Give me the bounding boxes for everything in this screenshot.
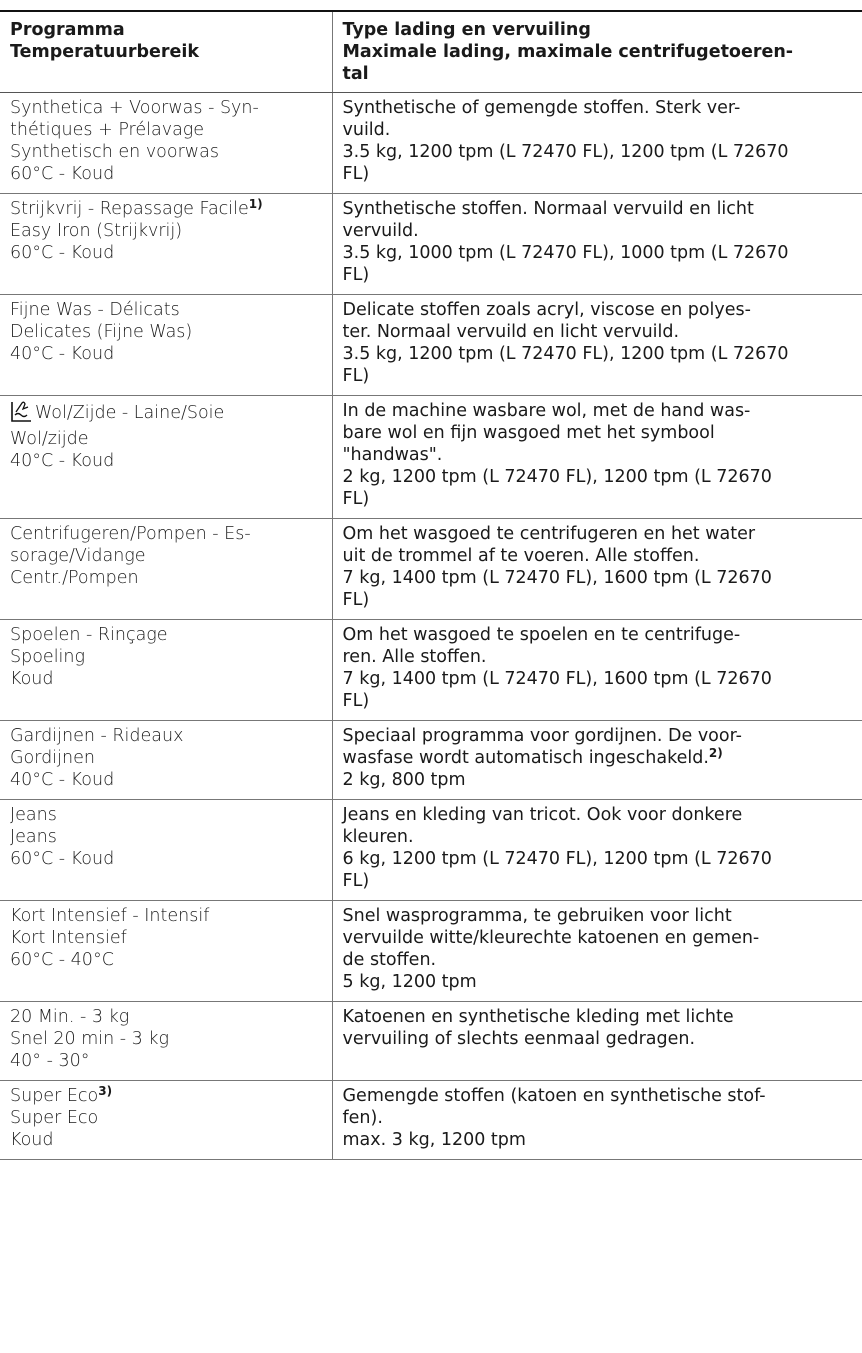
table-row bbox=[0, 721, 862, 800]
program-line: 60°C - 40°C bbox=[10, 950, 114, 970]
program-cell bbox=[0, 721, 332, 800]
load-line: vervuilde witte/kleurechte katoenen en gemen- bbox=[342, 928, 760, 948]
program-line: Snel 20 min - 3 kg bbox=[10, 1029, 169, 1049]
program-line: 40°C - Koud bbox=[10, 344, 115, 364]
program-line: Wol/zijde bbox=[10, 429, 89, 449]
load-line: FL) bbox=[342, 691, 370, 711]
table-row bbox=[0, 620, 862, 721]
load-line: 3.5 kg, 1200 tpm (L 72470 FL), 1200 tpm (L 72670 bbox=[342, 142, 789, 162]
program-line: Jeans bbox=[10, 827, 57, 847]
load-line: "handwas". bbox=[342, 445, 443, 465]
header-line: Programma bbox=[10, 20, 125, 40]
load-line: Speciaal programma voor gordijnen. De voor- bbox=[342, 726, 742, 746]
load-line: Katoenen en synthetische kleding met lichte bbox=[342, 1007, 734, 1027]
program-cell bbox=[0, 194, 332, 295]
load-cell bbox=[332, 519, 862, 620]
header-line: Type lading en vervuiling bbox=[342, 20, 591, 40]
program-cell bbox=[0, 93, 332, 194]
program-line bbox=[10, 400, 322, 428]
program-cell bbox=[0, 1081, 332, 1160]
load-line: Synthetische of gemengde stoffen. Sterk ver- bbox=[342, 98, 741, 118]
load-line: 3.5 kg, 1000 tpm (L 72470 FL), 1000 tpm (L 72670 bbox=[342, 243, 789, 263]
load-line: 2 kg, 1200 tpm (L 72470 FL), 1200 tpm (L 72670 bbox=[342, 467, 772, 487]
program-line: 60°C - Koud bbox=[10, 849, 115, 869]
program-name: Strijkvrij - Repassage Facile bbox=[10, 199, 249, 219]
program-name: Super Eco bbox=[10, 1086, 99, 1106]
load-line: In de machine wasbare wol, met de hand was- bbox=[342, 401, 751, 421]
load-cell bbox=[332, 620, 862, 721]
table-row bbox=[0, 396, 862, 519]
load-line: FL) bbox=[342, 871, 370, 891]
program-line: 60°C - Koud bbox=[10, 243, 115, 263]
table-header-row bbox=[0, 11, 862, 93]
program-line: thétiques + Prélavage bbox=[10, 120, 205, 140]
load-cell bbox=[332, 93, 862, 194]
program-cell bbox=[0, 901, 332, 1002]
program-line bbox=[10, 198, 322, 220]
table-row bbox=[0, 194, 862, 295]
load-cell bbox=[332, 396, 862, 519]
load-line: FL) bbox=[342, 164, 370, 184]
program-cell bbox=[0, 800, 332, 901]
load-line: max. 3 kg, 1200 tpm bbox=[342, 1130, 526, 1150]
program-line bbox=[10, 1085, 322, 1107]
program-line: Gordijnen bbox=[10, 748, 95, 768]
program-line: Spoeling bbox=[10, 647, 86, 667]
load-line: de stoffen. bbox=[342, 950, 437, 970]
load-text: wasfase wordt automatisch ingeschakeld. bbox=[342, 748, 709, 768]
program-line: Delicates (Fijne Was) bbox=[10, 322, 193, 342]
program-cell bbox=[0, 620, 332, 721]
program-line: Super Eco bbox=[10, 1108, 99, 1128]
program-line: 60°C - Koud bbox=[10, 164, 115, 184]
footnote-marker: 2) bbox=[708, 746, 723, 760]
program-cell bbox=[0, 295, 332, 396]
load-line: FL) bbox=[342, 489, 370, 509]
load-cell bbox=[332, 1081, 862, 1160]
load-line: Jeans en kleding van tricot. Ook voor donkere bbox=[342, 805, 743, 825]
program-line: Fijne Was - Délicats bbox=[10, 300, 180, 320]
load-line: 7 kg, 1400 tpm (L 72470 FL), 1600 tpm (L 72670 bbox=[342, 669, 772, 689]
header-line: tal bbox=[342, 64, 369, 84]
program-line: 40°C - Koud bbox=[10, 770, 115, 790]
program-cell bbox=[0, 519, 332, 620]
program-line: Gardijnen - Rideaux bbox=[10, 726, 184, 746]
program-line: Kort Intensief - Intensif bbox=[10, 906, 210, 926]
load-line: Snel wasprogramma, te gebruiken voor licht bbox=[342, 906, 732, 926]
program-cell bbox=[0, 396, 332, 519]
load-line: vuild. bbox=[342, 120, 391, 140]
load-cell bbox=[332, 1002, 862, 1081]
header-load bbox=[332, 11, 862, 93]
load-line: fen). bbox=[342, 1108, 383, 1128]
program-line: 20 Min. - 3 kg bbox=[10, 1007, 130, 1027]
load-line: 5 kg, 1200 tpm bbox=[342, 972, 477, 992]
table-row bbox=[0, 295, 862, 396]
load-line: Synthetische stoffen. Normaal vervuild en licht bbox=[342, 199, 754, 219]
program-name: Wol/Zijde - Laine/Soie bbox=[35, 403, 225, 423]
load-line: 2 kg, 800 tpm bbox=[342, 770, 466, 790]
load-line: Om het wasgoed te spoelen en te centrifuge- bbox=[342, 625, 741, 645]
header-line: Maximale lading, maximale centrifugetoeren- bbox=[342, 42, 794, 62]
load-line: 6 kg, 1200 tpm (L 72470 FL), 1200 tpm (L 72670 bbox=[342, 849, 772, 869]
load-cell bbox=[332, 721, 862, 800]
header-program bbox=[0, 11, 332, 93]
program-line: Koud bbox=[10, 1130, 54, 1150]
load-line: FL) bbox=[342, 366, 370, 386]
load-line: vervuild. bbox=[342, 221, 419, 241]
load-line bbox=[343, 747, 853, 769]
load-line: Delicate stoffen zoals acryl, viscose en polyes- bbox=[342, 300, 751, 320]
header-line: Temperatuurbereik bbox=[10, 42, 199, 62]
footnote-marker: 1) bbox=[248, 197, 263, 211]
program-table bbox=[0, 10, 862, 1160]
program-line: Synthetisch en voorwas bbox=[10, 142, 219, 162]
load-line: vervuiling of slechts eenmaal gedragen. bbox=[342, 1029, 696, 1049]
load-line: 3.5 kg, 1200 tpm (L 72470 FL), 1200 tpm (L 72670 bbox=[342, 344, 789, 364]
program-line: Jeans bbox=[10, 805, 57, 825]
load-cell bbox=[332, 295, 862, 396]
program-line: Centr./Pompen bbox=[10, 568, 139, 588]
program-line: 40° - 30° bbox=[10, 1051, 90, 1071]
load-line: bare wol en fijn wasgoed met het symbool bbox=[342, 423, 715, 443]
program-line: Easy Iron (Strijkvrij) bbox=[10, 221, 183, 241]
table-row bbox=[0, 93, 862, 194]
program-line: Kort Intensief bbox=[10, 928, 127, 948]
load-line: ter. Normaal vervuild en licht vervuild. bbox=[342, 322, 680, 342]
program-cell bbox=[0, 1002, 332, 1081]
table-row bbox=[0, 1002, 862, 1081]
table-row bbox=[0, 519, 862, 620]
load-line: Gemengde stoffen (katoen en synthetische stof- bbox=[342, 1086, 766, 1106]
load-cell bbox=[332, 194, 862, 295]
program-line: Koud bbox=[10, 669, 54, 689]
load-line: uit de trommel af te voeren. Alle stoffen. bbox=[342, 546, 700, 566]
load-line: FL) bbox=[342, 265, 370, 285]
load-line: ren. Alle stoffen. bbox=[342, 647, 487, 667]
footnote-marker: 3) bbox=[98, 1084, 113, 1098]
handwash-wool-icon bbox=[10, 400, 32, 428]
load-line: kleuren. bbox=[342, 827, 414, 847]
program-line: Centrifugeren/Pompen - Es- bbox=[10, 524, 251, 544]
program-line: 40°C - Koud bbox=[10, 451, 115, 471]
table-row bbox=[0, 901, 862, 1002]
program-line: Spoelen - Rinçage bbox=[10, 625, 168, 645]
table-row bbox=[0, 1081, 862, 1160]
load-cell bbox=[332, 901, 862, 1002]
program-line: Synthetica + Voorwas - Syn- bbox=[10, 98, 259, 118]
load-cell bbox=[332, 800, 862, 901]
table-row bbox=[0, 800, 862, 901]
load-line: Om het wasgoed te centrifugeren en het water bbox=[342, 524, 756, 544]
load-line: FL) bbox=[342, 590, 370, 610]
load-line: 7 kg, 1400 tpm (L 72470 FL), 1600 tpm (L 72670 bbox=[342, 568, 772, 588]
program-line: sorage/Vidange bbox=[10, 546, 146, 566]
